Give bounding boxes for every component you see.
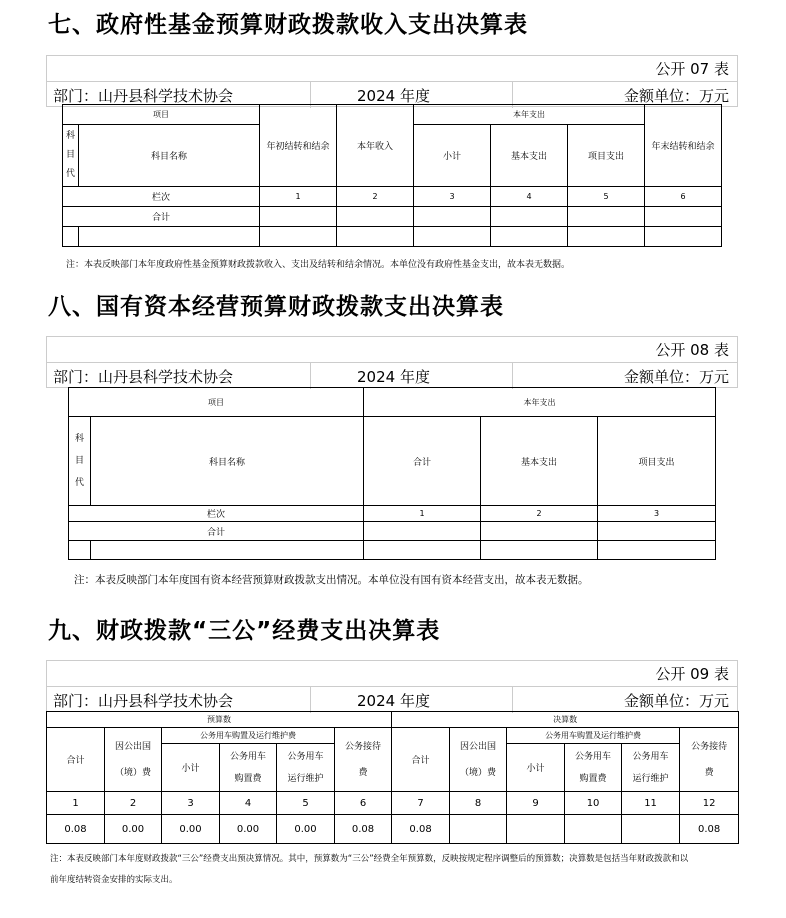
table-cell xyxy=(364,541,481,560)
section9-value-cell xyxy=(622,815,680,844)
table-cell xyxy=(598,522,716,541)
section8-dept: 部门：山丹县科学技术协会 xyxy=(53,368,234,386)
section8-project-header: 项目支出 xyxy=(598,417,716,506)
section7-year: 2024 年度 xyxy=(357,87,430,105)
section7-income-header: 本年收入 xyxy=(337,105,414,187)
section9-col-num: 4 xyxy=(220,792,277,815)
section9-col-num: 2 xyxy=(105,792,162,815)
table-cell xyxy=(491,207,568,227)
section8-header-box xyxy=(46,336,738,388)
section9-value-cell xyxy=(565,815,622,844)
section9-final-subtotal-header: 小计 xyxy=(507,744,565,792)
section9-budget-abroad-header: 因公出国 （境）费 xyxy=(105,728,162,792)
section9-col-num: 3 xyxy=(162,792,220,815)
section7-subtotal-header: 小计 xyxy=(414,125,491,187)
table-cell xyxy=(63,227,79,247)
section7-subject-name-header: 科目名称 xyxy=(79,125,260,187)
section9-col-num: 8 xyxy=(450,792,507,815)
table-cell xyxy=(337,207,414,227)
section9-col-num: 5 xyxy=(277,792,335,815)
table-cell xyxy=(69,541,91,560)
table-cell xyxy=(645,227,722,247)
table-cell xyxy=(364,522,481,541)
section9-info-row xyxy=(47,686,737,713)
section7-code: 公开 07 表 xyxy=(655,60,729,78)
section9-budget-total-header: 合计 xyxy=(47,728,105,792)
section7-col-num: 4 xyxy=(491,187,568,207)
section9-budget-purchase-header: 公务用车 购置费 xyxy=(220,744,277,792)
section8-unit: 金额单位：万元 xyxy=(623,368,729,386)
section9-final-abroad-header: 因公出国 （境）费 xyxy=(450,728,507,792)
section9-value-cell: 0.00 xyxy=(105,815,162,844)
section7-total-label: 合计 xyxy=(63,207,260,227)
section9-value-cell: 0.00 xyxy=(220,815,277,844)
table-cell xyxy=(79,227,260,247)
section8-col-num: 2 xyxy=(481,506,598,522)
section8-title: 八、国有资本经营预算财政拨款支出决算表 xyxy=(48,294,504,320)
section9-final-total-header: 合计 xyxy=(392,728,450,792)
section9-value-cell xyxy=(507,815,565,844)
section7-title: 七、政府性基金预算财政拨款收入支出决算表 xyxy=(48,12,528,38)
section9-budget-reception-header: 公务接待 费 xyxy=(335,728,392,792)
table-cell xyxy=(598,541,716,560)
table-cell xyxy=(91,541,364,560)
section9-budget-header: 预算数 xyxy=(47,712,392,728)
section9-budget-subtotal-header: 小计 xyxy=(162,744,220,792)
section7-col-num: 3 xyxy=(414,187,491,207)
section8-total-header: 合计 xyxy=(364,417,481,506)
section7-subject-code-header: 科 目 代 xyxy=(63,125,79,187)
table-cell xyxy=(481,522,598,541)
section7-col-num: 6 xyxy=(645,187,722,207)
section9-budget-operate-header: 公务用车 运行维护 xyxy=(277,744,335,792)
section9-note-line2: 前年度结转资金安排的实际支出。 xyxy=(50,875,178,885)
section9-value-cell: 0.08 xyxy=(680,815,739,844)
section8-item-header: 项目 xyxy=(69,388,364,417)
section8-info-row xyxy=(47,362,737,389)
section9-value-cell: 0.08 xyxy=(335,815,392,844)
table-cell xyxy=(568,227,645,247)
section9-final-header: 决算数 xyxy=(392,712,739,728)
section8-subject-code-header: 科 目 代 xyxy=(69,417,91,506)
section8-note: 注：本表反映部门本年度国有资本经营预算财政拨款支出情况。本单位没有国有资本经营支出，故本表无数据。 xyxy=(74,574,589,586)
table-cell xyxy=(568,207,645,227)
section9-col-num: 10 xyxy=(565,792,622,815)
section7-col-num: 1 xyxy=(260,187,337,207)
table-cell xyxy=(414,227,491,247)
section8-expense-header: 本年支出 xyxy=(364,388,716,417)
section7-col-num: 2 xyxy=(337,187,414,207)
section7-end-balance-header: 年末结转和结余 xyxy=(645,105,722,187)
section7-col-label: 栏次 xyxy=(63,187,260,207)
section8-subject-name-header: 科目名称 xyxy=(91,417,364,506)
section9-dept: 部门：山丹县科学技术协会 xyxy=(53,692,234,710)
section9-col-num: 1 xyxy=(47,792,105,815)
section9-value-cell xyxy=(450,815,507,844)
section8-basic-header: 基本支出 xyxy=(481,417,598,506)
section9-col-num: 11 xyxy=(622,792,680,815)
section9-table xyxy=(46,711,739,844)
section8-year: 2024 年度 xyxy=(357,368,430,386)
table-cell xyxy=(491,227,568,247)
section7-begin-balance-header: 年初结转和结余 xyxy=(260,105,337,187)
section9-final-operate-header: 公务用车 运行维护 xyxy=(622,744,680,792)
table-cell xyxy=(645,207,722,227)
section7-dept: 部门：山丹县科学技术协会 xyxy=(53,87,234,105)
section7-basic-header: 基本支出 xyxy=(491,125,568,187)
section9-value-cell: 0.00 xyxy=(277,815,335,844)
section7-table xyxy=(62,104,722,247)
section9-unit: 金额单位：万元 xyxy=(623,692,729,710)
section9-final-vehicle-header: 公务用车购置及运行维护费 xyxy=(507,728,680,744)
table-cell xyxy=(260,207,337,227)
section7-item-header: 项目 xyxy=(63,105,260,125)
section9-value-cell: 0.00 xyxy=(162,815,220,844)
section7-unit: 金额单位：万元 xyxy=(623,87,729,105)
section8-col-label: 栏次 xyxy=(69,506,364,522)
section9-note-line1: 注：本表反映部门本年度财政拨款“三公”经费支出预决算情况。其中，预算数为“三公”经费全年预算数，反映按规定程序调整后的预算数；决算数是包括当年财政拨款和以 xyxy=(50,854,689,864)
table-cell xyxy=(260,227,337,247)
section7-header-box xyxy=(46,55,738,107)
section7-expense-header: 本年支出 xyxy=(414,105,645,125)
section9-budget-vehicle-header: 公务用车购置及运行维护费 xyxy=(162,728,335,744)
section9-col-num: 6 xyxy=(335,792,392,815)
section9-col-num: 12 xyxy=(680,792,739,815)
section9-header-box xyxy=(46,660,738,712)
section9-value-cell: 0.08 xyxy=(47,815,105,844)
section9-col-num: 9 xyxy=(507,792,565,815)
section9-value-cell: 0.08 xyxy=(392,815,450,844)
table-cell xyxy=(414,207,491,227)
section8-code: 公开 08 表 xyxy=(655,341,729,359)
section8-table xyxy=(68,387,716,560)
section9-col-num: 7 xyxy=(392,792,450,815)
section7-note: 注：本表反映部门本年度政府性基金预算财政拨款收入、支出及结转和结余情况。本单位没有政府性基金支出，故本表无数据。 xyxy=(66,260,571,270)
section9-final-reception-header: 公务接待 费 xyxy=(680,728,739,792)
section8-total-label: 合计 xyxy=(69,522,364,541)
section9-title: 九、财政拨款“三公”经费支出决算表 xyxy=(48,618,441,644)
section8-col-num: 1 xyxy=(364,506,481,522)
section7-col-num: 5 xyxy=(568,187,645,207)
section8-col-num: 3 xyxy=(598,506,716,522)
section9-final-purchase-header: 公务用车 购置费 xyxy=(565,744,622,792)
section9-year: 2024 年度 xyxy=(357,692,430,710)
table-cell xyxy=(481,541,598,560)
table-cell xyxy=(337,227,414,247)
section7-project-header: 项目支出 xyxy=(568,125,645,187)
section9-code: 公开 09 表 xyxy=(655,665,729,683)
